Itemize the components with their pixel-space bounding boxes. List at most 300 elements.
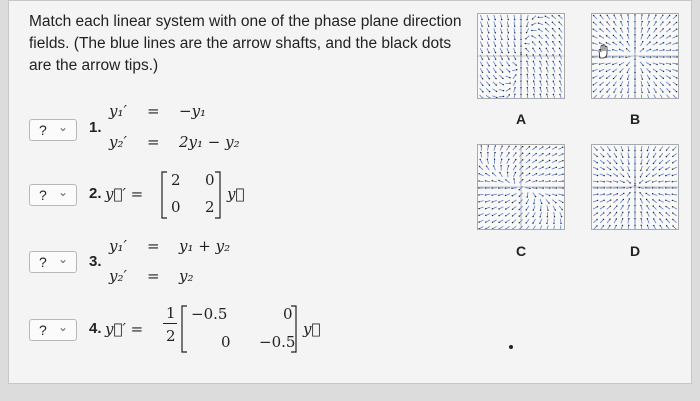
arrow-tip <box>539 54 540 55</box>
arrow-tip <box>669 22 670 23</box>
q3-line1-lhs: y₁′ <box>109 237 127 255</box>
arrow-shaft <box>501 15 502 20</box>
arrow-tip <box>665 162 666 163</box>
arrow-tip <box>670 70 671 71</box>
arrow-tip <box>620 14 621 15</box>
arrow-tip <box>669 84 670 85</box>
arrow-tip <box>520 32 521 33</box>
arrow-tip <box>533 67 534 68</box>
arrow-shaft <box>666 160 670 163</box>
arrow-tip <box>592 70 593 71</box>
arrow-tip <box>597 162 598 163</box>
arrow-tip <box>542 146 543 147</box>
arrow-shaft <box>673 95 676 98</box>
arrow-tip <box>508 152 509 153</box>
arrow-tip <box>627 34 628 35</box>
arrow-tip <box>653 212 654 213</box>
arrow-tip <box>540 94 541 95</box>
arrow-tip <box>559 67 560 68</box>
arrow-shaft <box>507 166 508 171</box>
arrow-shaft <box>606 69 610 71</box>
q3-line1-rhs: y₁ + y₂ <box>179 237 231 255</box>
arrow-tip <box>508 32 509 33</box>
arrow-shaft <box>620 173 623 176</box>
chevron-down-icon: ⌄ <box>57 320 68 334</box>
arrow-shaft <box>593 29 597 32</box>
arrow-tip <box>546 61 547 62</box>
arrow-tip <box>659 169 660 170</box>
arrow-shaft <box>493 82 497 85</box>
arrow-tip <box>519 202 520 203</box>
arrow-shaft <box>493 62 495 66</box>
arrow-tip <box>533 80 534 81</box>
arrow-tip <box>542 153 543 154</box>
arrow-tip <box>606 21 607 22</box>
arrow-tip <box>599 28 600 29</box>
arrow-shaft <box>614 206 617 210</box>
arrow-tip <box>627 92 628 93</box>
chevron-down-icon: ⌄ <box>57 185 68 199</box>
arrow-shaft <box>593 194 598 195</box>
arrow-tip <box>656 71 657 72</box>
arrow-shaft <box>486 227 490 229</box>
direction-field-d[interactable] <box>591 144 679 230</box>
arrow-tip <box>492 222 493 223</box>
arrow-tip <box>616 156 617 157</box>
arrow-tip <box>613 21 614 22</box>
direction-field-c[interactable] <box>477 144 565 230</box>
arrow-shaft <box>666 88 669 91</box>
arrow-tip <box>622 225 623 226</box>
arrow-shaft <box>640 193 643 197</box>
arrow-shaft <box>526 199 528 203</box>
arrow-tip <box>542 173 543 174</box>
q3-line2-rhs: y₂ <box>179 267 194 285</box>
arrow-tip <box>619 56 620 57</box>
arrow-tip <box>653 150 654 151</box>
arrow-tip <box>663 64 664 65</box>
arrow-shaft <box>647 153 649 157</box>
arrow-shaft <box>513 62 517 65</box>
arrow-shaft <box>479 174 483 176</box>
arrow-tip <box>520 39 521 40</box>
arrow-tip <box>653 163 654 164</box>
arrow-shaft <box>646 173 649 176</box>
arrow-tip <box>616 175 617 176</box>
arrow-tip <box>676 42 677 43</box>
arrow-shaft <box>613 166 616 169</box>
arrow-tip <box>613 91 614 92</box>
arrow-tip <box>597 206 598 207</box>
arrow-tip <box>666 219 667 220</box>
arrow-tip <box>672 149 673 150</box>
arrow-tip <box>545 41 546 42</box>
arrow-tip <box>559 74 560 75</box>
arrow-tip <box>603 156 604 157</box>
arrow-tip <box>619 49 620 50</box>
arrow-shaft <box>593 153 597 156</box>
arrow-shaft <box>526 49 529 53</box>
q2-rhs: y⃗ <box>227 185 245 203</box>
arrow-tip <box>634 185 635 186</box>
arrow-shaft <box>614 160 617 164</box>
arrow-tip <box>478 187 479 188</box>
arrow-tip <box>559 48 560 49</box>
arrow-shaft <box>479 220 483 222</box>
arrow-shaft <box>647 206 650 210</box>
arrow-shaft <box>506 146 509 150</box>
arrow-tip <box>532 216 533 217</box>
arrow-tip <box>626 65 627 66</box>
arrow-tip <box>505 208 506 209</box>
arrow-shaft <box>499 220 503 223</box>
arrow-shaft <box>500 42 502 46</box>
arrow-shaft <box>513 166 516 170</box>
arrow-shaft <box>481 153 482 158</box>
arrow-shaft <box>494 15 495 20</box>
arrow-tip <box>634 27 635 28</box>
select-value: ? <box>39 322 47 338</box>
arrow-shaft <box>660 160 663 163</box>
arrow-tip <box>627 41 628 42</box>
arrow-shaft <box>507 22 508 27</box>
arrow-tip <box>676 49 677 50</box>
arrow-tip <box>649 78 650 79</box>
arrow-tip <box>505 222 506 223</box>
arrow-shaft <box>527 61 528 66</box>
arrow-tip <box>556 180 557 181</box>
arrow-tip <box>522 146 523 147</box>
arrow-shaft <box>540 75 541 80</box>
arrow-shaft <box>653 82 656 86</box>
arrow-tip <box>478 173 479 174</box>
arrow-tip <box>592 42 593 43</box>
arrow-shaft <box>606 174 610 176</box>
q1-line2-lhs: y₂′ <box>109 133 127 151</box>
arrow-shaft <box>514 35 515 40</box>
arrow-tip <box>640 163 641 164</box>
arrow-tip <box>485 215 486 216</box>
arrow-tip <box>549 160 550 161</box>
arrow-tip <box>482 78 483 79</box>
arrow-tip <box>495 78 496 79</box>
arrow-shaft <box>545 174 550 175</box>
arrow-shaft <box>479 207 484 209</box>
arrow-tip <box>478 221 479 222</box>
arrow-shaft <box>513 55 515 59</box>
arrow-shaft <box>487 42 489 46</box>
arrow-shaft <box>514 15 515 20</box>
arrow-shaft <box>539 35 542 38</box>
arrow-shaft <box>546 29 549 32</box>
arrow-tip <box>628 170 629 171</box>
arrow-tip <box>509 82 510 83</box>
arrow-shaft <box>488 146 489 151</box>
arrow-tip <box>520 61 521 62</box>
arrow-shaft <box>614 146 616 150</box>
arrow-shaft <box>607 15 610 19</box>
arrow-tip <box>519 209 520 210</box>
field-label-a: A <box>515 111 527 127</box>
arrow-tip <box>662 28 663 29</box>
arrow-shaft <box>666 181 671 182</box>
arrow-shaft <box>613 200 617 203</box>
arrow-shaft <box>614 95 616 98</box>
arrow-tip <box>481 25 482 26</box>
arrow-shaft <box>628 15 629 20</box>
arrow-shaft <box>499 180 503 182</box>
arrow-shaft <box>553 68 555 72</box>
arrow-shaft <box>653 75 656 79</box>
arrow-shaft <box>553 42 556 46</box>
arrow-tip <box>641 92 642 93</box>
arrow-shaft <box>540 88 541 93</box>
arrow-tip <box>532 54 533 55</box>
arrow-shaft <box>480 159 482 163</box>
arrow-tip <box>676 91 677 92</box>
arrow-tip <box>559 81 560 82</box>
arrow-tip <box>656 42 657 43</box>
arrow-shaft <box>499 200 503 202</box>
arrow-tip <box>665 175 666 176</box>
arrow-tip <box>549 195 550 196</box>
arrow-tip <box>616 150 617 151</box>
arrow-tip <box>606 64 607 65</box>
arrow-shaft <box>653 50 658 51</box>
arrow-shaft <box>560 55 562 59</box>
arrow-shaft <box>593 63 598 64</box>
arrow-tip <box>672 162 673 163</box>
arrow-shaft <box>499 82 503 84</box>
arrow-tip <box>538 22 539 23</box>
arrow-shaft <box>487 48 489 52</box>
arrow-shaft <box>486 207 490 209</box>
arrow-shaft <box>673 147 676 150</box>
arrow-shaft <box>507 41 509 46</box>
arrow-tip <box>670 56 671 57</box>
arrow-shaft <box>666 200 670 202</box>
arrow-tip <box>650 56 651 57</box>
arrow-shaft <box>507 159 509 163</box>
arrow-tip <box>553 94 554 95</box>
arrow-tip <box>529 159 530 160</box>
arrow-tip <box>659 163 660 164</box>
arrow-tip <box>546 223 547 224</box>
arrow-shaft <box>653 194 657 196</box>
arrow-shaft <box>534 75 535 80</box>
arrow-tip <box>672 225 673 226</box>
answer-select-1[interactable] <box>29 119 77 141</box>
arrow-tip <box>628 163 629 164</box>
arrow-shaft <box>673 22 677 25</box>
q1-eq1: = <box>147 102 160 120</box>
arrow-tip <box>659 156 660 157</box>
arrow-shaft <box>666 63 671 64</box>
chevron-down-icon: ⌄ <box>57 120 68 134</box>
arrow-tip <box>520 26 521 27</box>
arrow-tip <box>487 152 488 153</box>
arrow-tip <box>603 200 604 201</box>
arrow-shaft <box>659 43 663 45</box>
arrow-tip <box>645 193 646 194</box>
arrow-shaft <box>627 68 629 72</box>
arrow-shaft <box>545 16 549 18</box>
arrow-tip <box>620 34 621 35</box>
arrow-tip <box>559 61 560 62</box>
arrow-tip <box>622 163 623 164</box>
arrow-tip <box>545 28 546 29</box>
arrow-shaft <box>486 181 491 182</box>
arrow-shaft <box>533 68 534 73</box>
arrow-tip <box>655 14 656 15</box>
arrow-shaft <box>600 153 603 156</box>
arrow-shaft <box>654 146 656 150</box>
arrow-tip <box>592 63 593 64</box>
arrow-tip <box>616 205 617 206</box>
arrow-tip <box>656 49 657 50</box>
arrow-shaft <box>621 212 623 216</box>
arrow-shaft <box>492 200 497 202</box>
arrow-shaft <box>593 200 598 202</box>
arrow-tip <box>616 218 617 219</box>
arrow-tip <box>529 173 530 174</box>
arrow-shaft <box>513 173 515 177</box>
arrow-shaft <box>673 16 676 19</box>
arrow-tip <box>610 169 611 170</box>
arrow-tip <box>533 87 534 88</box>
arrow-tip <box>514 32 515 33</box>
arrow-tip <box>620 21 621 22</box>
arrow-tip <box>549 146 550 147</box>
arrow-shaft <box>594 16 597 19</box>
arrow-shaft <box>607 206 611 209</box>
arrow-shaft <box>512 70 517 71</box>
arrow-shaft <box>526 219 529 223</box>
arrow-shaft <box>659 181 664 182</box>
arrow-tip <box>597 200 598 201</box>
arrow-tip <box>561 216 562 217</box>
arrow-tip <box>634 198 635 199</box>
arrow-tip <box>495 52 496 53</box>
field-label-c: C <box>515 243 527 259</box>
q1-line1-rhs: −y₁ <box>179 102 207 120</box>
arrow-tip <box>619 64 620 65</box>
arrow-shaft <box>654 153 656 157</box>
arrow-tip <box>527 94 528 95</box>
arrow-shaft <box>672 200 677 202</box>
answer-select-4[interactable] <box>29 319 77 341</box>
arrow-shaft <box>532 167 536 169</box>
arrow-tip <box>634 72 635 73</box>
arrow-tip <box>659 199 660 200</box>
arrow-shaft <box>666 22 669 25</box>
arrow-tip <box>559 54 560 55</box>
arrow-tip <box>478 208 479 209</box>
arrow-tip <box>616 199 617 200</box>
arrow-tip <box>676 22 677 23</box>
arrow-tip <box>480 152 481 153</box>
arrow-tip <box>670 42 671 43</box>
arrow-tip <box>538 35 539 36</box>
arrow-shaft <box>600 160 604 163</box>
arrow-tip <box>676 29 677 30</box>
arrow-tip <box>627 85 628 86</box>
arrow-shaft <box>480 28 482 32</box>
arrow-shaft <box>547 61 549 65</box>
arrow-shaft <box>539 160 543 162</box>
arrow-tip <box>552 34 553 35</box>
arrow-tip <box>665 181 666 182</box>
arrow-shaft <box>600 194 605 195</box>
arrow-shaft <box>487 28 489 33</box>
arrow-tip <box>646 199 647 200</box>
arrow-shaft <box>628 212 629 217</box>
arrow-shaft <box>673 88 677 91</box>
arrow-shaft <box>487 68 490 72</box>
arrow-shaft <box>607 75 611 78</box>
arrow-tip <box>647 212 648 213</box>
arrow-shaft <box>512 206 516 209</box>
arrow-tip <box>649 41 650 42</box>
arrow-tip <box>526 203 527 204</box>
arrow-shaft <box>641 81 642 86</box>
arrow-shaft <box>606 63 611 64</box>
arrow-shaft <box>480 75 483 79</box>
arrow-shaft <box>653 42 657 45</box>
arrow-tip <box>482 58 483 59</box>
arrow-shaft <box>487 35 489 39</box>
arrow-shaft <box>653 63 657 65</box>
arrow-tip <box>522 179 523 180</box>
arrow-tip <box>597 193 598 194</box>
arrow-tip <box>556 173 557 174</box>
arrow-tip <box>549 173 550 174</box>
q4-m21: 0 <box>221 333 231 351</box>
arrow-tip <box>663 71 664 72</box>
arrow-shaft <box>526 206 529 210</box>
arrow-tip <box>593 91 594 92</box>
arrow-tip <box>610 187 611 188</box>
arrow-shaft <box>607 219 610 223</box>
arrow-shaft <box>621 28 623 32</box>
instructions: Match each linear system with one of the phase plane direction fields. (The blue lines are the arrow shafts, and the black dots are the arrow tips.) <box>29 13 462 74</box>
arrow-tip <box>665 187 666 188</box>
q4-rhs: y⃗ <box>303 320 321 338</box>
arrow-tip <box>495 26 496 27</box>
answer-select-2[interactable] <box>29 184 77 206</box>
arrow-shaft <box>614 22 616 26</box>
answer-select-3[interactable] <box>29 251 77 273</box>
arrow-shaft <box>607 95 610 98</box>
arrow-tip <box>640 211 641 212</box>
arrow-tip <box>628 150 629 151</box>
arrow-shaft <box>600 167 604 169</box>
arrow-shaft <box>666 82 670 85</box>
arrow-shaft <box>514 22 515 27</box>
arrow-tip <box>546 54 547 55</box>
arrow-tip <box>626 48 627 49</box>
arrow-shaft <box>647 159 649 163</box>
arrow-shaft <box>533 226 536 229</box>
arrow-tip <box>647 156 648 157</box>
arrow-shaft <box>659 63 664 64</box>
q1-line1-lhs: y₁′ <box>109 102 127 120</box>
direction-field-a[interactable] <box>477 13 565 99</box>
arrow-tip <box>659 206 660 207</box>
arrow-shaft <box>654 15 656 19</box>
arrow-shaft <box>547 219 548 224</box>
arrow-tip <box>502 71 503 72</box>
